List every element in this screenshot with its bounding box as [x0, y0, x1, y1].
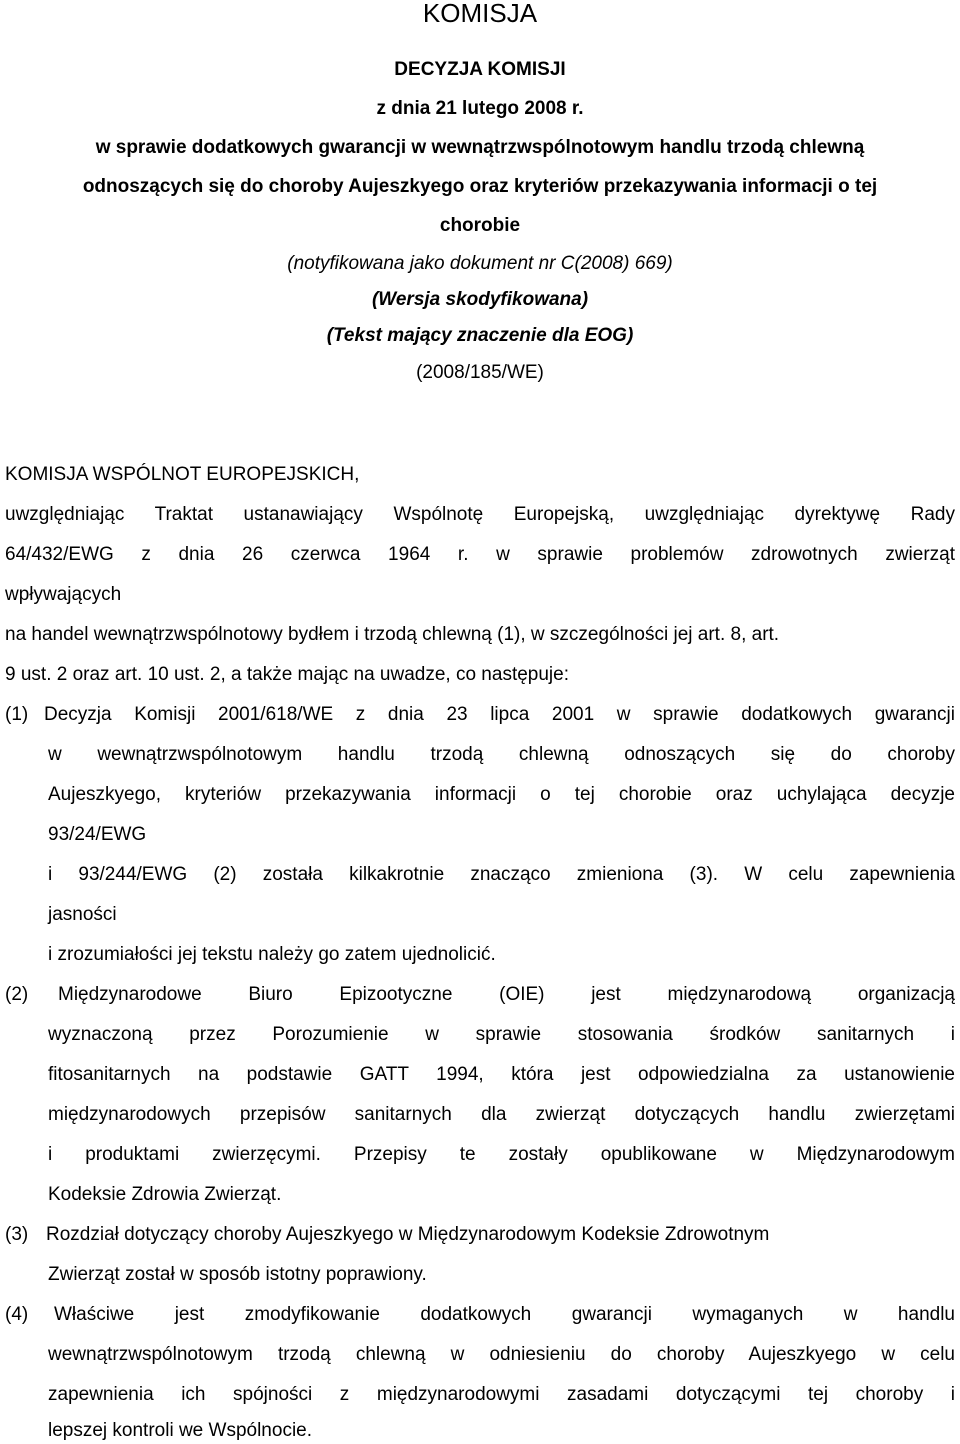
recital-line: Kodeksie Zdrowia Zwierząt. — [48, 1184, 282, 1205]
notification-note: (notyfikowana jako dokument nr C(2008) 669) — [287, 253, 673, 274]
recital-line: i 93/244/EWG (2) została kilkakrotnie znacząco zmieniona (3). W celu zapewnienia — [48, 864, 955, 885]
institution-line: KOMISJA WSPÓLNOT EUROPEJSKICH, — [5, 464, 360, 485]
recital-number: (2) — [5, 984, 29, 1005]
recital-line: Decyzja Komisji 2001/618/WE z dnia 23 lipca 2001 w sprawie dodatkowych gwarancji — [44, 704, 955, 725]
recital-line: zapewnienia ich spójności z międzynarodowymi zasadami dotyczącymi tej choroby i — [48, 1384, 955, 1405]
recital-number: (3) — [5, 1224, 29, 1245]
preamble-line: 9 ust. 2 oraz art. 10 ust. 2, a także mając na uwadze, co następuje: — [5, 664, 569, 685]
recital-number: (1) — [5, 704, 29, 725]
recital-line: jasności — [48, 904, 117, 925]
recital-line: Aujeszkyego, kryteriów przekazywania informacji o tej chorobie oraz uchylająca decyzje — [48, 784, 955, 805]
decision-date: z dnia 21 lutego 2008 r. — [376, 98, 584, 119]
document-reference: (2008/185/WE) — [416, 362, 544, 383]
recital-line: fitosanitarnych na podstawie GATT 1994, która jest odpowiedzialna za ustanowienie — [48, 1064, 955, 1085]
recital-line: lepszej kontroli we Wspólnocie. — [48, 1420, 313, 1441]
recital-line: Zwierząt został w sposób istotny poprawiony. — [48, 1264, 427, 1285]
recital-line: 93/24/EWG — [48, 824, 147, 845]
recital-line: i zrozumiałości jej tekstu należy go zatem ujednolicić. — [48, 944, 496, 965]
preamble-line: uwzględniając Traktat ustanawiający Wspólnotę Europejską, uwzględniając dyrektywę Rady — [5, 504, 955, 525]
subject-line-3: chorobie — [439, 215, 521, 236]
subject-line-1: w sprawie dodatkowych gwarancji w wewnątrzwspólnotowym handlu trzodą chlewną — [95, 137, 865, 158]
recital-line: wewnątrzwspólnotowym trzodą chlewną w odniesieniu do choroby Aujeszkyego w celu — [48, 1344, 955, 1365]
preamble-line: na handel wewnątrzwspólnotowy bydłem i trzodą chlewną (1), w szczególności jej art. 8, art. — [5, 624, 780, 645]
eea-note: (Tekst mający znaczenie dla EOG) — [326, 325, 634, 346]
recital-number: (4) — [5, 1304, 29, 1325]
recital-line: i produktami zwierzęcymi. Przepisy te zostały opublikowane w Międzynarodowym — [48, 1144, 955, 1165]
recital-line: w wewnątrzwspólnotowym handlu trzodą chlewną odnoszących się do choroby — [48, 744, 955, 765]
version-note: (Wersja skodyfikowana) — [371, 289, 589, 310]
subject-line-2: odnoszących się do choroby Aujeszkyego oraz kryteriów przekazywania informacji o tej — [82, 176, 878, 197]
recital-line: Właściwe jest zmodyfikowanie dodatkowych gwarancji wymaganych w handlu — [54, 1304, 955, 1325]
recital-line: Międzynarodowe Biuro Epizootyczne (OIE) jest międzynarodową organizacją — [58, 984, 955, 1005]
recital-line: międzynarodowych przepisów sanitarnych dla zwierząt dotyczących handlu zwierzętami — [48, 1104, 955, 1125]
recital-line: Rozdział dotyczący choroby Aujeszkyego w Międzynarodowym Kodeksie Zdrowotnym — [46, 1224, 770, 1245]
authority-heading: KOMISJA — [422, 0, 538, 28]
preamble-line: 64/432/EWG z dnia 26 czerwca 1964 r. w sprawie problemów zdrowotnych zwierząt — [5, 544, 955, 565]
decision-title: DECYZJA KOMISJI — [394, 59, 566, 80]
recital-line: wyznaczoną przez Porozumienie w sprawie stosowania środków sanitarnych i — [48, 1024, 955, 1045]
preamble-line: wpływających — [5, 584, 122, 605]
